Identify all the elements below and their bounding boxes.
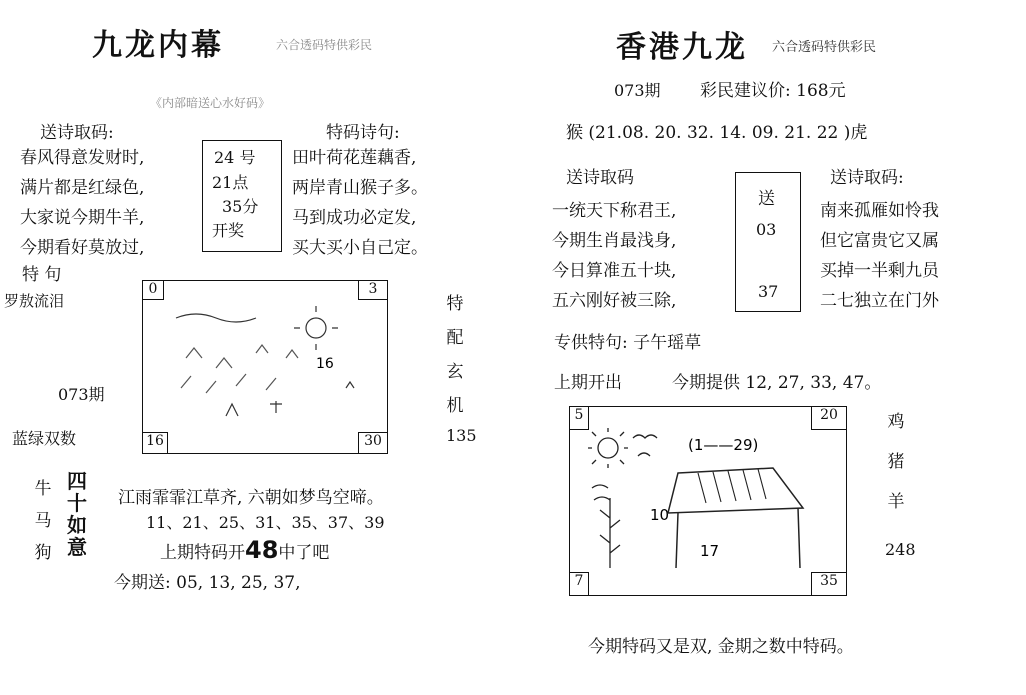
right-footer: 今期特码又是双, 金期之数中特码。: [588, 637, 854, 657]
poem-line: 二七独立在门外: [820, 291, 939, 311]
side-char: 玄: [446, 362, 464, 382]
corner-tl: 0: [142, 280, 164, 300]
poem-line: 今日算准五十块,: [552, 261, 677, 281]
four-char: 意: [67, 535, 87, 559]
schedule-date: 24 号: [214, 148, 256, 167]
sketch-number: 17: [700, 542, 720, 560]
right-send-poem-right: 送诗取码:: [830, 168, 904, 188]
four-char: 四: [67, 469, 87, 493]
provide-numbers: 今期提供 12, 27, 33, 47。: [672, 373, 882, 393]
corner-br: 35: [811, 572, 847, 596]
left-title-sub: 六合透码特供彩民: [276, 38, 373, 52]
schedule-minute: 35分: [222, 197, 259, 216]
poem-line: 马到成功必定发,: [292, 208, 417, 228]
last-open-label: 上期开出: [554, 373, 622, 393]
left-poem-right: [292, 143, 428, 263]
left-numbers: 11、21、25、31、35、37、39: [146, 513, 385, 532]
side-char: 鸡: [887, 412, 905, 432]
right-side-vertical: [884, 402, 908, 522]
zodiac-column: [32, 473, 54, 569]
side-char: 特: [446, 294, 464, 314]
poem-line: 春风得意发财时,: [20, 148, 145, 168]
special-supply: 专供特句: 子午瑶草: [554, 333, 702, 353]
poem-line: 但它富贵它又属: [820, 231, 939, 251]
send-box-num2: 37: [758, 282, 779, 301]
send-this-period: 今期送: 05, 13, 25, 37,: [114, 573, 301, 593]
corner-bl: 16: [142, 432, 168, 454]
left-special-poem-label: 特码诗句:: [326, 123, 400, 143]
last-suffix: 中了吧: [278, 543, 330, 563]
right-side-number: 248: [885, 540, 916, 559]
right-title: 香港九龙: [616, 30, 748, 65]
right-title-sub: 六合透码特供彩民: [772, 40, 877, 55]
send-box-num1: 03: [756, 220, 777, 239]
last-special: [160, 536, 329, 564]
schedule-open: 开奖: [212, 221, 245, 240]
poem-line: 南来孤雁如怜我: [820, 201, 939, 221]
zodiac: 牛: [34, 479, 52, 499]
poem-line: 大家说今期牛羊,: [20, 208, 145, 228]
side-char: 猪: [887, 452, 905, 472]
last-number: 48: [245, 536, 279, 564]
left-title: 九龙内幕: [92, 28, 224, 63]
right-poem-right: [820, 196, 939, 316]
monkey-row: 猴 (21.08. 20. 32. 14. 09. 21. 22 )虎: [566, 123, 868, 143]
send-box-label: 送: [758, 189, 775, 209]
side-char: 配: [446, 328, 464, 348]
sketch-number: 10: [650, 506, 670, 524]
sketch-range: (1——29): [688, 436, 759, 454]
corner-br: 30: [358, 432, 388, 454]
left-sketch-drawing: [166, 298, 356, 432]
four-char: 如: [67, 513, 87, 537]
four-char: 十: [67, 491, 87, 515]
luo-text: 罗敖流泪: [4, 292, 65, 310]
side-char: 羊: [887, 492, 905, 512]
zodiac: 狗: [34, 543, 52, 563]
corner-tr: 20: [811, 406, 847, 430]
right-period: 073期: [614, 81, 661, 100]
left-poem-left: [20, 143, 144, 263]
four-chars-column: [64, 470, 90, 558]
corner-tl: 5: [569, 406, 589, 430]
right-send-poem-left: 送诗取码: [566, 168, 634, 188]
right-sketch-drawing: [588, 428, 820, 573]
blue-green-label: 蓝绿双数: [12, 429, 77, 448]
poem-line: 今期生肖最浅身,: [552, 231, 677, 251]
schedule-hour: 21点: [212, 173, 249, 192]
poem-line: 一统天下称君王,: [552, 201, 677, 221]
poem-line: 五六刚好被三除,: [552, 291, 677, 311]
left-verse: 江雨霏霏江草齐, 六朝如梦鸟空啼。: [118, 488, 384, 508]
poem-line: 今期看好莫放过,: [20, 238, 145, 258]
left-period: 073期: [58, 385, 105, 404]
price-label: 彩民建议价: 168元: [700, 81, 846, 101]
left-subtitle: 《内部暗送心水好码》: [150, 96, 271, 110]
poem-line: 田叶荷花莲藕香,: [292, 148, 417, 168]
poem-line: 买掉一半剩九员: [820, 261, 939, 281]
left-side-vertical: [444, 287, 466, 423]
zodiac: 马: [34, 511, 52, 531]
left-send-poem-label: 送诗取码:: [40, 123, 114, 143]
corner-bl: 7: [569, 572, 589, 596]
poem-line: 满片都是红绿色,: [20, 178, 145, 198]
special-sentence-label: 特 句: [22, 265, 62, 285]
sketch-number: 16: [316, 356, 334, 372]
corner-tr: 3: [358, 280, 388, 300]
side-char: 机: [446, 396, 464, 416]
right-poem-left: [552, 196, 676, 316]
poem-line: 两岸青山猴子多。: [292, 178, 428, 198]
last-prefix: 上期特码开: [160, 543, 245, 563]
left-side-number: 135: [446, 426, 477, 445]
poem-line: 买大买小自己定。: [292, 238, 428, 258]
